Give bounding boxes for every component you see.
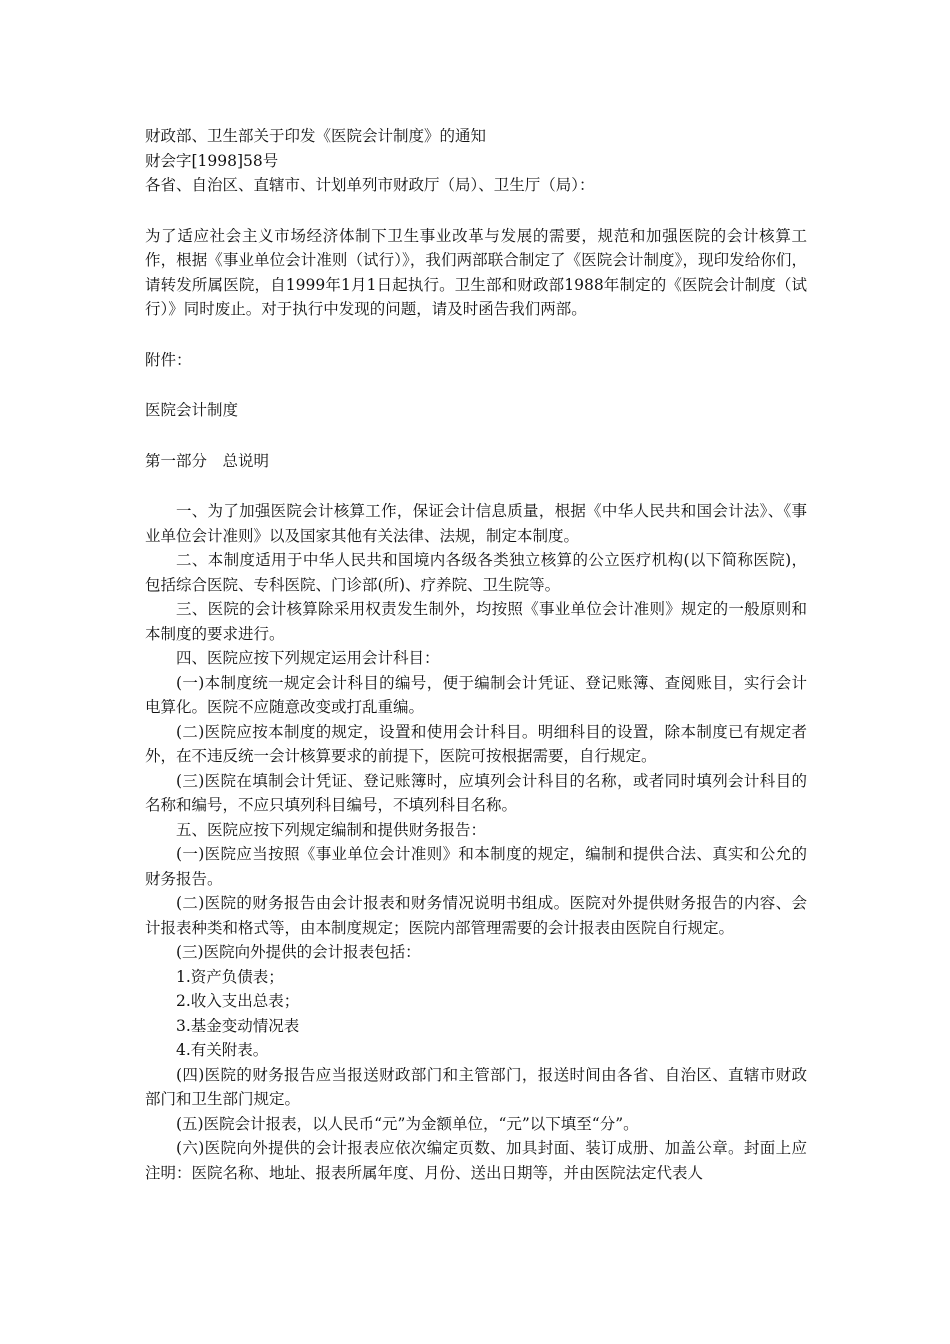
body-paragraph: 3.基金变动情况表 bbox=[176, 1016, 300, 1035]
body-paragraph: (一)本制度统一规定会计科目的编号，便于编制会计凭证、登记账簿、查阅账目，实行会计电算化。医院不应随意改变或打乱重编。 bbox=[145, 673, 807, 716]
body-paragraph: 二、本制度适用于中华人民共和国境内各级各类独立核算的公立医疗机构(以下简称医院)，包括综合医院、专科医院、门诊部(所)、疗养院、卫生院等。 bbox=[145, 551, 807, 594]
document-number: 财会字[1998]58号 bbox=[145, 151, 279, 170]
attachment-label: 附件： bbox=[145, 350, 192, 369]
body-paragraph: (三)医院向外提供的会计报表包括： bbox=[176, 943, 421, 961]
spacer bbox=[145, 473, 807, 499]
body-paragraph: (五)医院会计报表，以人民币“元”为金额单位，“元”以下填至“分”。 bbox=[176, 1114, 639, 1133]
body-paragraph: (四)医院的财务报告应当报送财政部门和主管部门，报送时间由各省、自治区、直辖市财政部门和卫生部门规定。 bbox=[145, 1065, 807, 1108]
part-heading: 第一部分 总说明 bbox=[145, 451, 270, 470]
body-paragraph: 一、为了加强医院会计核算工作，保证会计信息质量，根据《中华人民共和国会计法》、《事业单位会计准则》以及国家其他有关法律、法规，制定本制度。 bbox=[145, 502, 807, 545]
body-paragraphs bbox=[145, 499, 807, 1185]
body-paragraph: (三)医院在填制会计凭证、登记账簿时，应填列会计科目的名称，或者同时填列会计科目的名称和编号，不应只填列科目编号，不填列科目名称。 bbox=[145, 771, 807, 814]
spacer bbox=[145, 372, 807, 398]
body-paragraph: 三、医院的会计核算除采用权责发生制外，均按照《事业单位会计准则》规定的一般原则和本制度的要求进行。 bbox=[145, 600, 807, 643]
body-paragraph: 1.资产负债表； bbox=[176, 967, 284, 986]
spacer bbox=[145, 423, 807, 449]
body-paragraph: (二)医院应按本制度的规定，设置和使用会计科目。明细科目的设置，除本制度已有规定者外，在不违反统一会计核算要求的前提下，医院可按根据需要，自行规定。 bbox=[145, 722, 807, 765]
body-paragraph: (一)医院应当按照《事业单位会计准则》和本制度的规定，编制和提供合法、真实和公允的财务报告。 bbox=[145, 845, 807, 888]
document-title: 财政部、卫生部关于印发《医院会计制度》的通知 bbox=[145, 127, 487, 145]
body-paragraph: (二)医院的财务报告由会计报表和财务情况说明书组成。医院对外提供财务报告的内容、会计报表种类和格式等，由本制度规定；医院内部管理需要的会计报表由医院自行规定。 bbox=[145, 894, 807, 937]
spacer bbox=[145, 322, 807, 348]
document-page bbox=[145, 124, 807, 1185]
intro-paragraph: 为了适应社会主义市场经济体制下卫生事业改革与发展的需要，规范和加强医院的会计核算工作，根据《事业单位会计准则（试行）》，我们两部联合制定了《医院会计制度》，现印发给你们，请转发所属医院，自1999年1月1日起执行。卫生部和财政部1988年制定的《医院会计制度（试行）》同时废止。对于执行中发现的问题，请及时函告我们两部。 bbox=[145, 226, 807, 318]
body-paragraph: 五、医院应按下列规定编制和提供财务报告： bbox=[176, 820, 487, 839]
body-paragraph: 四、医院应按下列规定运用会计科目： bbox=[176, 649, 440, 667]
attachment-title: 医院会计制度 bbox=[145, 401, 239, 419]
spacer bbox=[145, 198, 807, 224]
body-paragraph: 4.有关附表。 bbox=[176, 1041, 269, 1059]
body-paragraph: 2.收入支出总表； bbox=[176, 992, 300, 1010]
recipients-line: 各省、自治区、直辖市、计划单列市财政厅（局）、卫生厅（局）： bbox=[145, 176, 595, 194]
body-paragraph: (六)医院向外提供的会计报表应依次编定页数、加具封面、装订成册、加盖公章。封面上应注明：医院名称、地址、报表所属年度、月份、送出日期等，并由医院法定代表人 bbox=[145, 1139, 807, 1182]
